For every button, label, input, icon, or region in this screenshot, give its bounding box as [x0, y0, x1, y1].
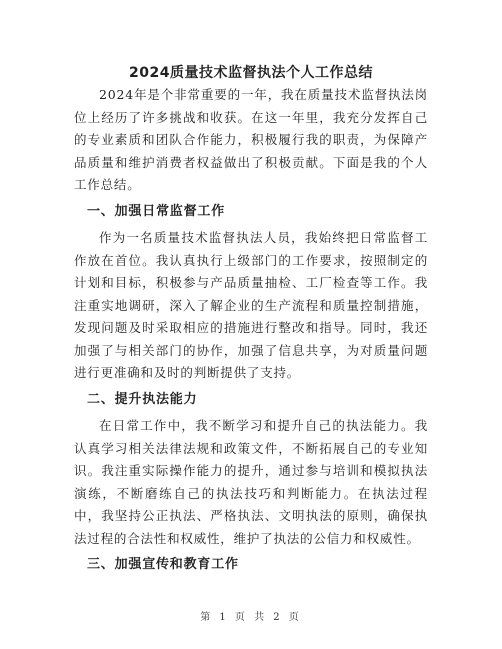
section-body-1: 作为一名质量技术监督执法人员，我始终把日常监督工作放在首位。我认真执行上级部门的工作要求，按照制定的计划和目标，积极参与产品质量抽检、工厂检查等工作。我注重实地调研，深入了解企业的生产流程和质量控制措施，发现问题及时采取相应的措施进行整改和指导。同时，我还加强了与相关部门的协作，加强了信息共享，为对质量问题进行更准确和及时的判断提供了支持。: [74, 230, 428, 380]
page-title: 2024质量技术监督执法个人工作总结: [129, 65, 373, 81]
intro-paragraph: 2024年是个非常重要的一年，我在质量技术监督执法岗位上经历了许多挑战和收获。在这一年里，我充分发挥自己的专业素质和团队合作能力，积极履行我的职责，为保障产品质量和维护消费者权益做出了积极贡献。下面是我的个人工作总结。: [74, 87, 428, 192]
section-heading-2: 二、提升执法能力: [87, 391, 198, 407]
page-indicator: 第 1 页 共 2 页: [200, 612, 302, 623]
section-body-2: 在日常工作中，我不断学习和提升自己的执法能力。我认真学习相关法律法规和政策文件，不断拓展自己的专业知识。我注重实际操作能力的提升，通过参与培训和模拟执法演练，不断磨练自己的执法技巧和判断能力。在执法过程中，我坚持公正执法、严格执法、文明执法的原则，确保执法过程的合法性和权威性，维护了执法的公信力和权威性。: [74, 418, 428, 546]
section-heading-1: 一、加强日常监督工作: [87, 203, 226, 219]
section-heading-3: 三、加强宣传和教育工作: [87, 557, 239, 572]
document-body: [74, 84, 428, 581]
